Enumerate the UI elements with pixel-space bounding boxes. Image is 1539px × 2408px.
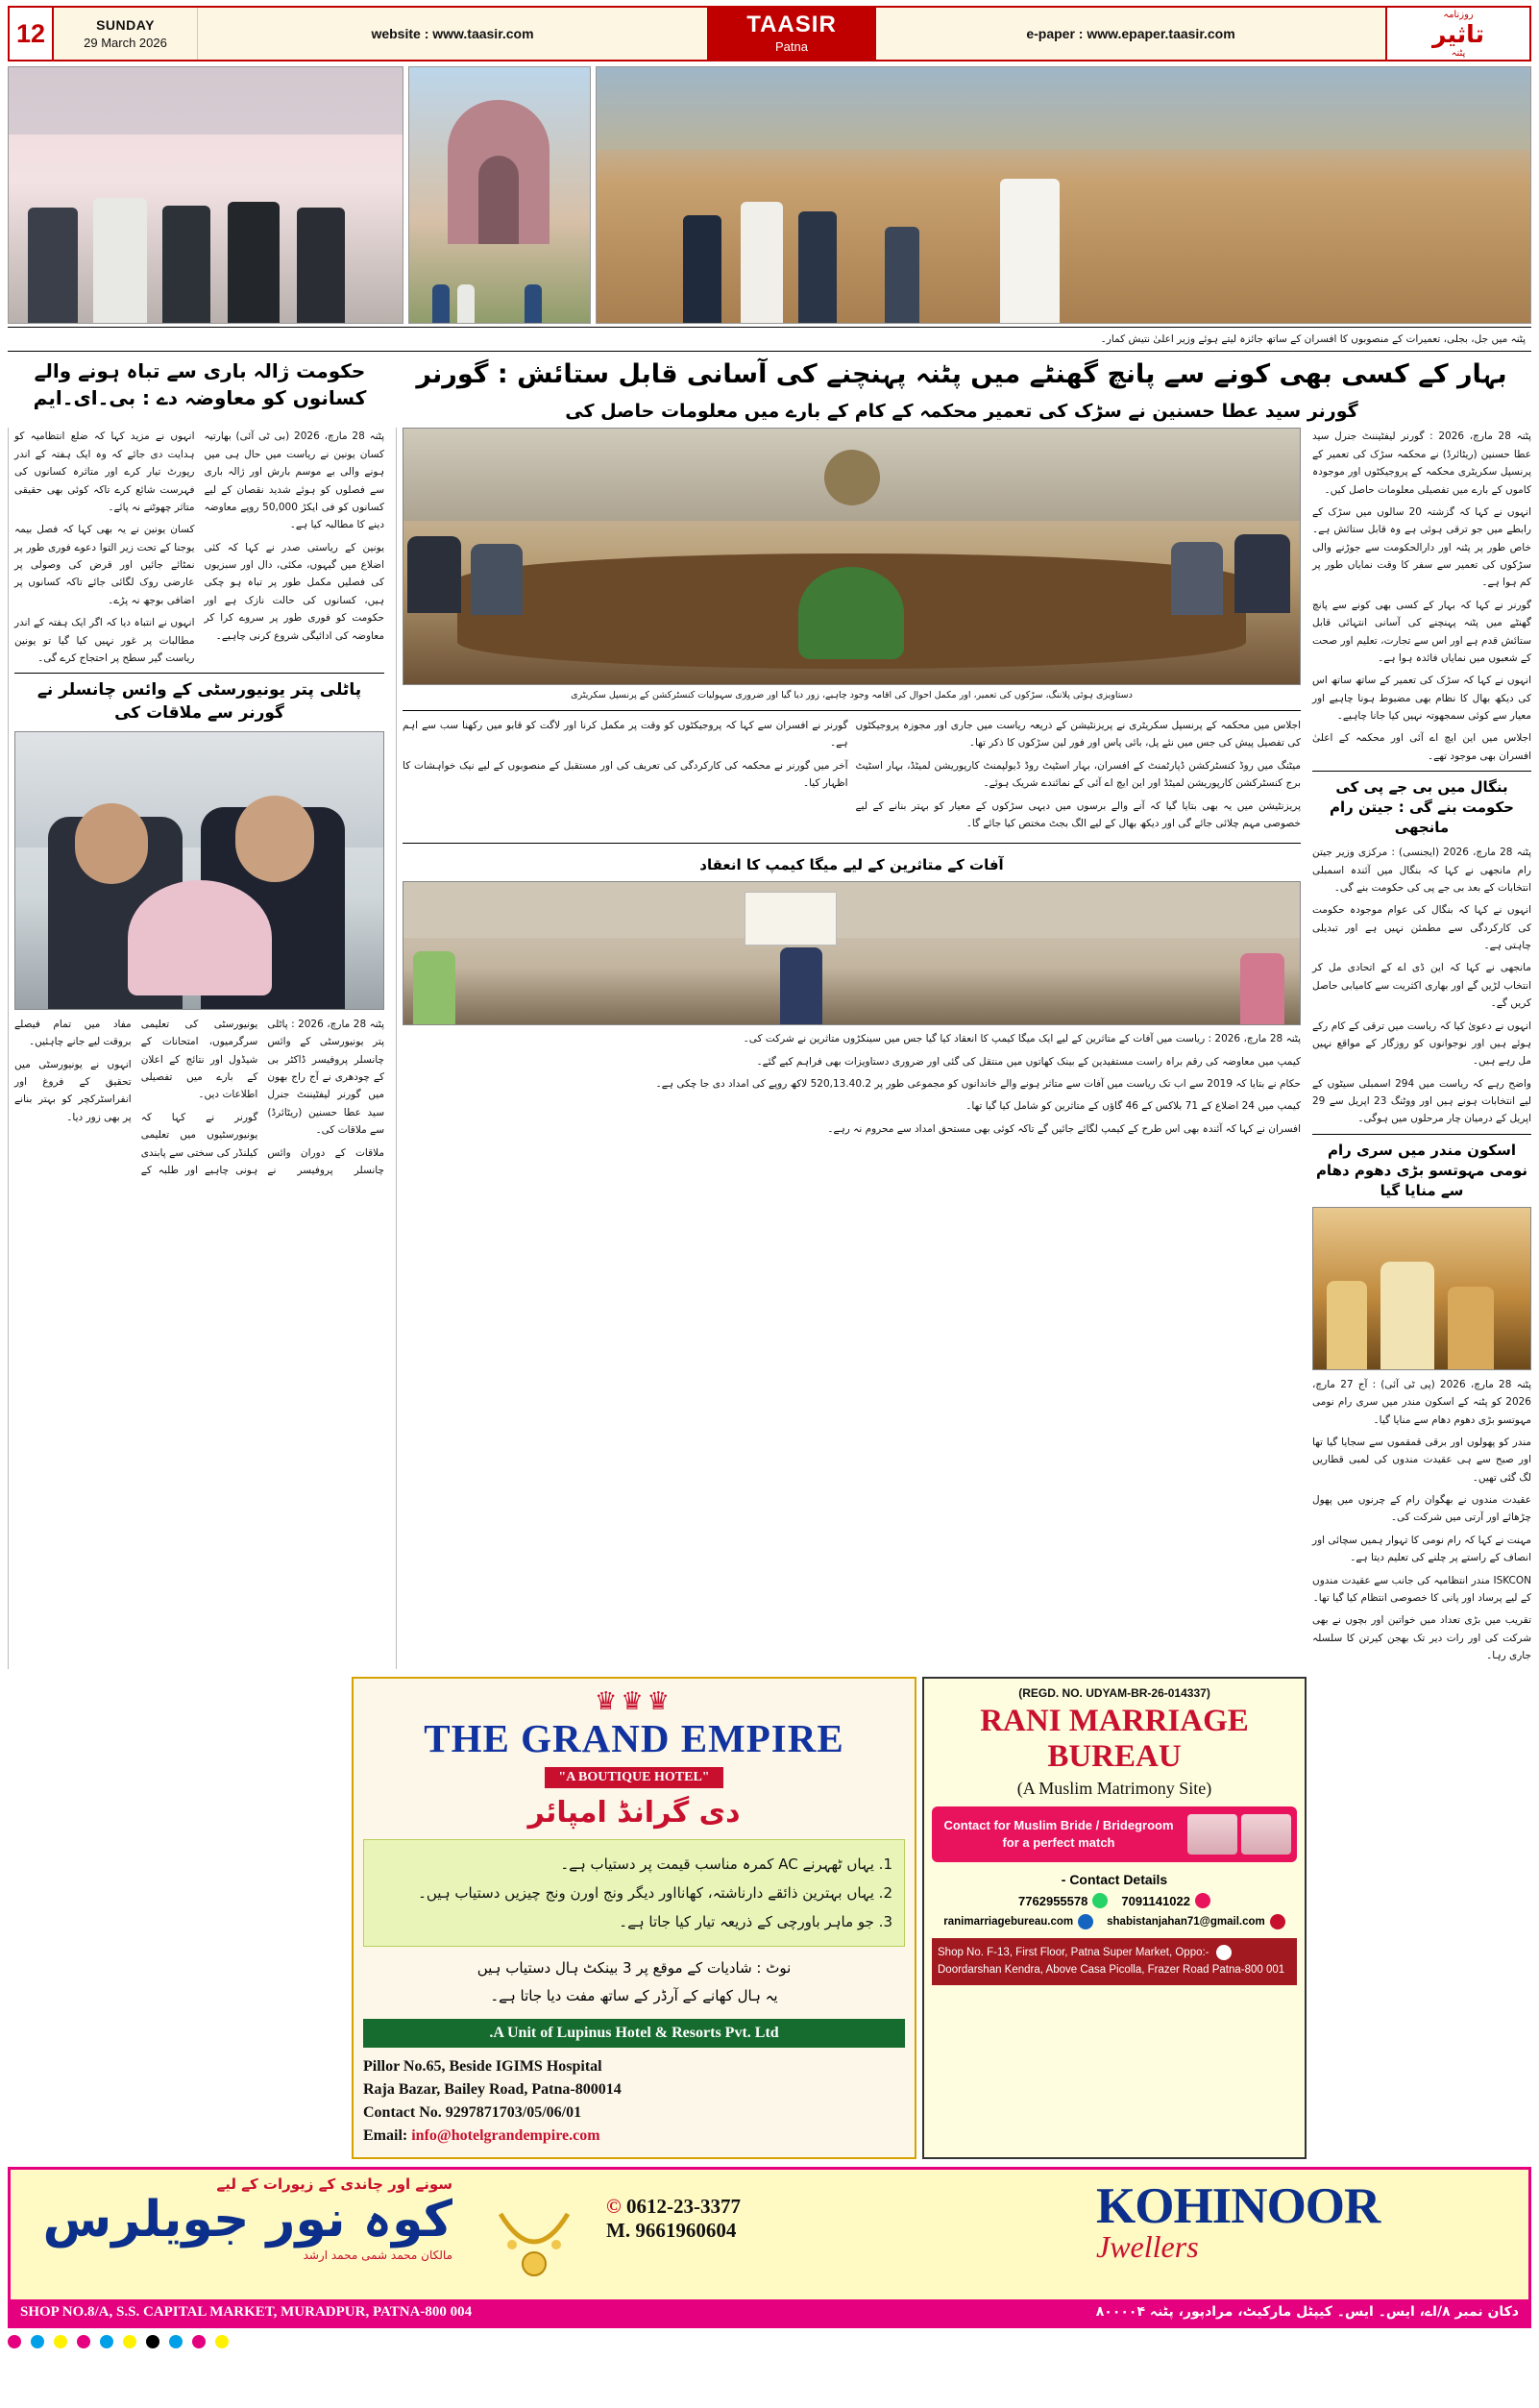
rani-subtitle: (A Muslim Matrimony Site) — [1016, 1779, 1212, 1799]
color-dot — [8, 2335, 21, 2348]
color-dot — [169, 2335, 183, 2348]
phone-icon — [1195, 1893, 1210, 1908]
para: انہوں نے مزید کہا کہ ضلع انتظامیہ کو ہدایت دی جائے کہ وہ ایک ہفتہ کے اندر رپورٹ تیار کرے اور متاثرہ کسانوں کی فہرست شائع کرے تاکہ کوئی بھی حقیقی متاثر چھوٹنے نہ پائے۔ — [14, 430, 195, 513]
para: مانجھی نے کہا کہ این ڈی اے کے اتحادی مل کر انتخاب لڑیں گے اور بھاری اکثریت سے کامیابی حاصل کریں گے۔ — [1312, 962, 1531, 1010]
grand-empire-address — [363, 2055, 905, 2148]
logo-title: TAASIR — [746, 12, 837, 37]
main-content-area — [8, 428, 1531, 1669]
rani-website-text: ranimarriagebureau.com — [943, 1916, 1074, 1929]
point-3: 3. جو ماہر باورچی کے ذریعہ تیار کیا جاتا ہے۔ — [619, 1913, 892, 1931]
para: کیمپ میں معاوضہ کی رقم براہ راست مستفیدین کے بینک کھاتوں میں منتقل کی گئی اور ضروری دستاویزات بھی فراہم کیے گئے۔ — [756, 1055, 1301, 1068]
email-icon — [1270, 1914, 1285, 1929]
para: آخر میں گورنر نے محکمہ کی کارکردگی کی تعریف کی اور مستقبل کے منصوبوں کے لیے نیک خواہشات کا اظہار کیا۔ — [403, 759, 848, 790]
para: افسران نے کہا کہ آئندہ بھی اس طرح کے کیمپ لگائے جائیں گے تاکہ کوئی بھی مستحق امداد سے محروم نہ رہے۔ — [827, 1122, 1301, 1135]
point-1: 1. یہاں ٹھہرنے AC کمرہ مناسب قیمت پر دستیاب ہے۔ — [560, 1855, 892, 1874]
left-column — [8, 428, 390, 1669]
rani-phone-2-text: 7762955578 — [1018, 1893, 1088, 1908]
para: انہوں نے کہا کہ گزشتہ 20 سالوں میں سڑک کے رابطے میں جو ترقی ہوئی ہے وہ قابل ستائش ہے۔ خاص طور پر پٹنہ اور دارالحکومت سے جوڑنے والی سڑکوں کی تعمیر سے سفر کا وقت نمایاں طور پر کم ہوا ہے۔ — [1312, 505, 1531, 589]
meeting-photo-caption: دستاویزی ہوئی پلاننگ، سڑکوں کی تعمیر، اور مکمل احوال کی اقامہ وجود چاہیے، زور دیا گیا اور ضروری سہولیات کنسٹرکشن کے پرنسپل سکریٹری — [571, 690, 1133, 701]
masthead — [8, 6, 1531, 61]
para: پٹنہ 28 مارچ، 2026 (بی ٹی آئی) بھارتیہ کسان یونین نے ریاست میں حال ہی میں ہونے والی بے موسم بارش اور ژالہ باری سے فصلوں کو ہوئے شدید نقصان کے لیے کسانوں کو فی ایکڑ 50,000 روپے معاوضہ دینے کا مطالبہ کیا ہے۔ — [204, 430, 384, 531]
kohinoor-address-en: SHOP NO.8/A, S.S. CAPITAL MARKET, MURADPUR, PATNA-800 004 — [20, 2304, 473, 2321]
rani-registration-number: (REGD. NO. UDYAM-BR-26-014337) — [1018, 1686, 1210, 1701]
para: کیمپ میں 24 اضلاع کے 71 بلاکس کے 46 گاؤں کے متاثرین کو شامل کیا گیا تھا۔ — [965, 1100, 1301, 1113]
para: اجلاس میں محکمہ کے پرنسپل سکریٹری نے پریزنٹیشن کے ذریعہ ریاست میں جاری اور مجوزہ پروجیکٹوں کی تفصیل پیش کی جس میں نئے پل، بائی پاس اور فور لین سڑکوں کا ذکر تھا۔ — [855, 720, 1301, 749]
ad-rani-marriage-bureau[interactable] — [922, 1677, 1307, 2159]
para: پٹنہ 28 مارچ، 2026 (ایجنسی) : مرکزی وزیر جیتن رام مانجھی نے کہا کہ بنگال میں آئندہ اسمبلی انتخابات کے بعد بی جے پی کی حکومت بنے گی۔ — [1312, 847, 1531, 894]
photo-disaster-camp-presentation — [403, 881, 1301, 1025]
address-line-1: Pillor No.65, Beside IGIMS Hospital — [363, 2058, 602, 2076]
para: انہوں نے کہا کہ سڑک کی تعمیر کے ساتھ ساتھ اس کی دیکھ بھال کا نظام بھی مضبوط ہونا چاہیے اور معیار سے کوئی سمجھوتہ نہیں کیا جانا چاہیے۔ — [1312, 675, 1531, 723]
temple-story-text — [1312, 1376, 1531, 1665]
logo-city: Patna — [775, 39, 808, 54]
color-dot — [123, 2335, 136, 2348]
whatsapp-icon — [1092, 1893, 1108, 1908]
ad-kohinoor-jewellers[interactable] — [8, 2167, 1531, 2328]
para: ملاقات کے دوران وائس چانسلر پروفیسر نے یونیورسٹی کی تعلیمی سرگرمیوں، امتحانات کے شیڈول اور نتائج کے اعلان کے بارے میں تفصیلی اطلاعات دیں۔ — [140, 1018, 384, 1176]
vc-story-heading: پاٹلی پتر یونیورسٹی کے وائس چانسلر نے گورنر سے ملاقات کی — [37, 680, 362, 724]
para: اجلاس میں این ایچ اے آئی اور محکمہ کے اعلیٰ افسران بھی موجود تھے۔ — [1312, 732, 1531, 762]
note-line-2: یہ ہال کھانے کے آرڈر کے ساتھ مفت دیا جاتا ہے۔ — [490, 1986, 778, 2004]
bridegroom-photo — [1187, 1814, 1237, 1855]
rani-phone-2[interactable] — [1018, 1893, 1108, 1908]
bengal-story-text — [1312, 844, 1531, 1128]
rani-email-text: shabistanjahan71@gmail.com — [1107, 1916, 1265, 1929]
color-dot — [146, 2335, 159, 2348]
grand-empire-email[interactable]: info@hotelgrandempire.com — [411, 2127, 600, 2145]
main-headline: بہار کے کسی بھی کونے سے پانچ گھنٹے میں پٹنہ پہنچنے کی آسانی قابل ستائش : گورنر — [416, 359, 1507, 390]
rani-heart-text — [938, 1817, 1180, 1852]
color-dot — [31, 2335, 44, 2348]
globe-icon — [1078, 1914, 1093, 1929]
para: انہوں نے یونیورسٹی میں تحقیق کے فروغ اور انفراسٹرکچر کو بہتر بنانے پر بھی زور دیا۔ — [14, 1058, 132, 1123]
ad-grand-empire[interactable] — [352, 1677, 916, 2159]
advertisement-zone — [8, 1677, 1531, 2159]
photo-governor-walking-inspection — [8, 66, 403, 324]
rani-address-text: Shop No. F-13, First Floor, Patna Super Market, Oppo:- Doordarshan Kendra, Above Casa Picolla, Frazer Road Patna-800 001 — [938, 1947, 1285, 1976]
center-column — [396, 428, 1307, 1669]
rani-website[interactable] — [943, 1914, 1093, 1929]
para: گورنر نے کہا کہ بہار کے کسی بھی کونے سے پانچ گھنٹے میں پٹنہ پہنچنے کی آسانی انتہائی قابل ستائش قدم ہے اور اس سے تجارت، تعلیم اور صحت کے شعبوں میں نمایاں فائدہ ہوا ہے۔ — [1312, 599, 1531, 664]
rani-heart-banner — [932, 1806, 1297, 1862]
para: میٹنگ میں روڈ کنسٹرکشن ڈپارٹمنٹ کے افسران، بہار اسٹیٹ روڈ ڈیولپمنٹ کارپوریشن لمیٹڈ، بہار اسٹیٹ برج کنسٹرکشن کارپوریشن لمیٹڈ اور این ایچ اے آئی کے نمائندے شریک ہوئے۔ — [855, 759, 1301, 790]
para: انہوں نے انتباہ دیا کہ اگر ایک ہفتہ کے اندر مطالبات پر غور نہیں کیا گیا تو یونین ریاست گیر سطح پر احتجاج کرے گی۔ — [14, 617, 195, 664]
para: گورنر نے افسران سے کہا کہ پروجیکٹوں کو وقت پر مکمل کرنا اور لاگت کو قابو میں رکھنا سب سے اہم ہے۔ — [403, 720, 848, 749]
masthead-urdu-logo — [1385, 8, 1529, 60]
photo-governor-review-meeting — [403, 428, 1301, 685]
para: انہوں نے دعویٰ کیا کہ ریاست میں ترقی کے کام رکے ہوئے ہیں اور نوجوانوں کو روزگار کے مواقع نہیں مل رہے ہیں۔ — [1312, 1020, 1531, 1068]
governor-left-text — [856, 717, 1302, 837]
para: حکام نے بتایا کہ 2019 سے اب تک ریاست میں آفات سے متاثر ہونے والے خاندانوں کو مجموعی طور پر 520,13.40.2 لاکھ روپے کی امداد دی جا چکی ہے۔ — [655, 1078, 1301, 1091]
bride-photo — [1241, 1814, 1291, 1855]
location-pin-icon — [1216, 1945, 1232, 1960]
photo-strip-caption: پٹنہ میں جل، بجلی، تعمیرات کے منصوبوں کا افسران کے ساتھ جائزہ لیتے ہوئے وزیر اعلیٰ نتیش کمار۔ — [8, 327, 1531, 352]
kohinoor-urdu-tagline: سونے اور چاندی کے زیورات کے لیے — [216, 2175, 452, 2194]
grand-empire-contact[interactable]: Contact No. 9297871703/05/06/01 — [363, 2104, 582, 2122]
para: عقیدت مندوں نے بھگوان رام کے چرنوں میں پھول چڑھائے اور آرتی میں شرکت کی۔ — [1312, 1494, 1531, 1524]
rani-address — [932, 1938, 1297, 1985]
grand-empire-urdu-name: دی گرانڈ امپائر — [527, 1796, 741, 1831]
photo-patna-gate-monument — [408, 66, 591, 324]
color-dot — [192, 2335, 206, 2348]
date-label: 29 March 2026 — [84, 36, 167, 50]
crown-icon: ♛♛♛ — [595, 1686, 673, 1716]
main-headline-block — [392, 357, 1531, 424]
grand-empire-tagline: "A BOUTIQUE HOTEL" — [545, 1767, 722, 1788]
grand-empire-unit-line: A Unit of Lupinus Hotel & Resorts Pvt. Ltd. — [363, 2019, 905, 2048]
vc-story-text — [14, 1016, 384, 1179]
disaster-story-heading: آفات کے متاثرین کے لیے میگا کیمپ کا انعقاد — [699, 856, 1004, 874]
rani-email[interactable] — [1107, 1914, 1285, 1929]
color-dot — [54, 2335, 67, 2348]
sub-headline: گورنر سید عطا حسنین نے سڑک کی تعمیر محکمہ کے کام کے بارے میں معلومات حاصل کی — [565, 400, 1358, 422]
kohinoor-address-ur: دکان نمبر ۸/اے، ایس۔ ایس۔ کیپٹل مارکیٹ، مرادپور، پٹنہ ۸۰۰۰۰۴ — [1095, 2304, 1519, 2321]
note-line-1: نوٹ : شادیات کے موقع پر 3 بینکٹ ہال دستیاب ہیں — [476, 1959, 792, 1978]
kohinoor-name: KOHINOOR — [1096, 2178, 1380, 2235]
para: مہنت نے کہا کہ رام نومی کا تہوار ہمیں سچائی اور انصاف کے راستے پر چلنے کی تعلیم دیتا ہے۔ — [1312, 1534, 1531, 1564]
color-dot — [215, 2335, 229, 2348]
epaper-link[interactable]: e-paper : www.epaper.taasir.com — [1026, 26, 1235, 41]
masthead-logo — [707, 8, 876, 60]
para: تقریب میں بڑی تعداد میں خواتین اور بچوں نے بھی شرکت کی اور رات دیر تک بھجن کیرتن کا سلسلہ جاری رہا۔ — [1312, 1614, 1531, 1662]
secondary-headline: حکومت ژالہ باری سے تباہ ہونے والے کسانوں کو معاوضہ دے : بی۔ای۔ایم — [33, 359, 367, 410]
grand-empire-points — [363, 1839, 905, 1947]
para: پٹنہ 28 مارچ، 2026 (پی ٹی آئی) : آج 27 مارچ، 2026 کو پٹنہ کے اسکون مندر میں سری رام نومی مہوتسو بڑی دھوم دھام سے منایا گیا۔ — [1312, 1378, 1531, 1426]
temple-story-heading: اسکون مندر میں سری رام نومی مہوتسو بڑی دھوم دھام سے منایا گیا — [1315, 1141, 1528, 1199]
kohinoor-owner-name: محمد شمی محمد ارشد — [303, 2248, 418, 2262]
para: گورنر نے کہا کہ یونیورسٹیوں میں تعلیمی کیلنڈر کی سختی سے پابندی ہونی چاہیے اور طلبہ کے مفاد میں تمام فیصلے بروقت لیے جانے چاہئیں۔ — [14, 1018, 258, 1176]
kohinoor-address-bar — [11, 2299, 1528, 2325]
governor-right-column — [1312, 428, 1531, 1669]
top-photo-strip — [8, 66, 1531, 324]
date-block — [54, 8, 198, 60]
address-line-2: Raja Bazar, Bailey Road, Patna-800014 — [363, 2081, 622, 2099]
governor-right-text — [1312, 428, 1531, 765]
para: کسان یونین نے یہ بھی کہا کہ فصل بیمہ یوجنا کے تحت زیر التوا دعوے فوری طور پر نمٹائے جائیں اور قرض کی وصولی پر عارضی روک لگائی جائے تاکہ کسانوں پر اضافی بوجھ نہ پڑے۔ — [14, 524, 195, 606]
urdu-city-label: پٹنہ — [1451, 47, 1466, 59]
urdu-daily-label: روزنامہ — [1443, 9, 1474, 20]
bengal-story-heading: بنگال میں بی جے پی کی حکومت بنے گی : جیتن رام مانجھی — [1330, 778, 1514, 837]
rani-couple-photos — [1187, 1814, 1291, 1855]
rani-phone-1-text: 7091141022 — [1121, 1893, 1190, 1908]
urdu-title: تاثیر — [1432, 19, 1484, 48]
color-dot — [100, 2335, 113, 2348]
governor-left-text-2 — [403, 717, 848, 837]
para: انہوں نے کہا کہ بنگال کی عوام موجودہ حکومت کی کارکردگی سے مطمئن نہیں ہے اور تبدیلی چاہتی ہے۔ — [1312, 904, 1531, 952]
photo-governor-site-visit-soil — [596, 66, 1531, 324]
color-registration-bar — [8, 2334, 1531, 2349]
kohinoor-mobile: M. 9661960604 — [606, 2219, 737, 2243]
rani-heart-line2: for a perfect match — [1002, 1835, 1115, 1851]
kohinoor-landline: 0612-23-3377 — [625, 2195, 741, 2219]
secondary-headline-block — [8, 357, 392, 424]
page-number: 12 — [10, 8, 54, 60]
rani-phone-1[interactable] — [1121, 1893, 1210, 1908]
weekday-label: SUNDAY — [96, 17, 155, 33]
kohinoor-sub: Jwellers — [1096, 2229, 1199, 2265]
para: پریزنٹیشن میں یہ بھی بتایا گیا کہ آنے والے برسوں میں دیہی سڑکوں کے معیار کو بہتر بنانے کے لیے خصوصی مہم چلائی جائے گی اور دیکھ بھال کے لیے الگ بجٹ مختص کیا جائے گا۔ — [855, 799, 1301, 829]
grand-empire-note — [363, 1954, 905, 2009]
photo-vc-governor-meeting — [14, 731, 384, 1010]
copyright-icon: © — [606, 2195, 622, 2219]
para: واضح رہے کہ ریاست میں 294 اسمبلی سیٹوں کے لیے انتخابات ہونے ہیں اور ووٹنگ 23 اپریل سے 29 اپریل کے درمیان چار مرحلوں میں ہوگی۔ — [1312, 1077, 1531, 1125]
disaster-story-text — [403, 1030, 1301, 1138]
para: یونین کے ریاستی صدر نے کہا کہ کئی اضلاع میں گیہوں، مکئی، دال اور سبزیوں کی فصلیں مکمل طور پر تباہ ہو چکی ہیں، کسانوں کی حالت نازک ہے اور حکومت کو فوری طور پر سروے کرا کر معاوضہ کی ادائیگی شروع کرنی چاہیے۔ — [204, 541, 384, 642]
rani-title: RANI MARRIAGE BUREAU — [980, 1704, 1249, 1775]
kohinoor-owner-label: مالکان — [421, 2248, 452, 2262]
email-label: Email: — [363, 2127, 408, 2145]
color-dot — [77, 2335, 90, 2348]
para: ISKCON مندر انتظامیہ کی جانب سے عقیدت مندوں کے لیے پرساد اور پانی کا خصوصی انتظام کیا گیا تھا۔ — [1312, 1574, 1531, 1604]
para: پٹنہ 28 مارچ، 2026 : پاٹلی پتر یونیورسٹی کے وائس چانسلر پروفیسر ڈاکٹر بی کے چودھری نے آج راج بھون میں گورنر لیفٹیننٹ جنرل سید عطا حسنین (ریٹائرڈ) سے ملاقات کی۔ — [267, 1018, 384, 1137]
photo-iskcon-temple-ceremony — [1312, 1207, 1531, 1370]
rani-contact-label: Contact Details - — [1061, 1872, 1168, 1888]
headline-row — [8, 357, 1531, 424]
para: پٹنہ 28 مارچ، 2026 : ریاست میں آفات کے متاثرین کے لیے ایک میگا کیمپ کا انعقاد کیا گیا جس میں سینکڑوں متاثرین نے شرکت کی۔ — [743, 1033, 1301, 1045]
ad-zone-spacer — [1312, 1677, 1531, 2159]
website-link[interactable]: website : www.taasir.com — [371, 26, 534, 41]
para: مندر کو پھولوں اور برقی قمقموں سے سجایا گیا تھا اور صبح سے ہی عقیدت مندوں کی لمبی قطاریں لگ گئی تھیں۔ — [1312, 1436, 1531, 1484]
point-2: 2. یہاں بہترین ذائقے دارناشتہ، کھانااور دیگر ونج اورن ونج چیزیں دستیاب ہیں۔ — [418, 1884, 892, 1903]
kohinoor-urdu-name: کوہ نور جویلرس — [42, 2191, 452, 2249]
newspaper-page — [0, 6, 1539, 2408]
farmers-story-text — [14, 428, 384, 667]
para: پٹنہ 28 مارچ، 2026 : گورنر لیفٹیننٹ جنرل سید عطا حسنین (ریٹائرڈ) نے محکمہ سڑک کی تعمیر کے پرنسپل سکریٹری محکمہ کے پروجیکٹوں اور موجودہ کاموں کے بارے میں تفصیلی معلومات حاصل کیں۔ — [1312, 430, 1531, 496]
grand-empire-name: THE GRAND EMPIRE — [424, 1716, 844, 1761]
rani-heart-line1: Contact for Muslim Bride / Bridegroom — [943, 1818, 1174, 1833]
